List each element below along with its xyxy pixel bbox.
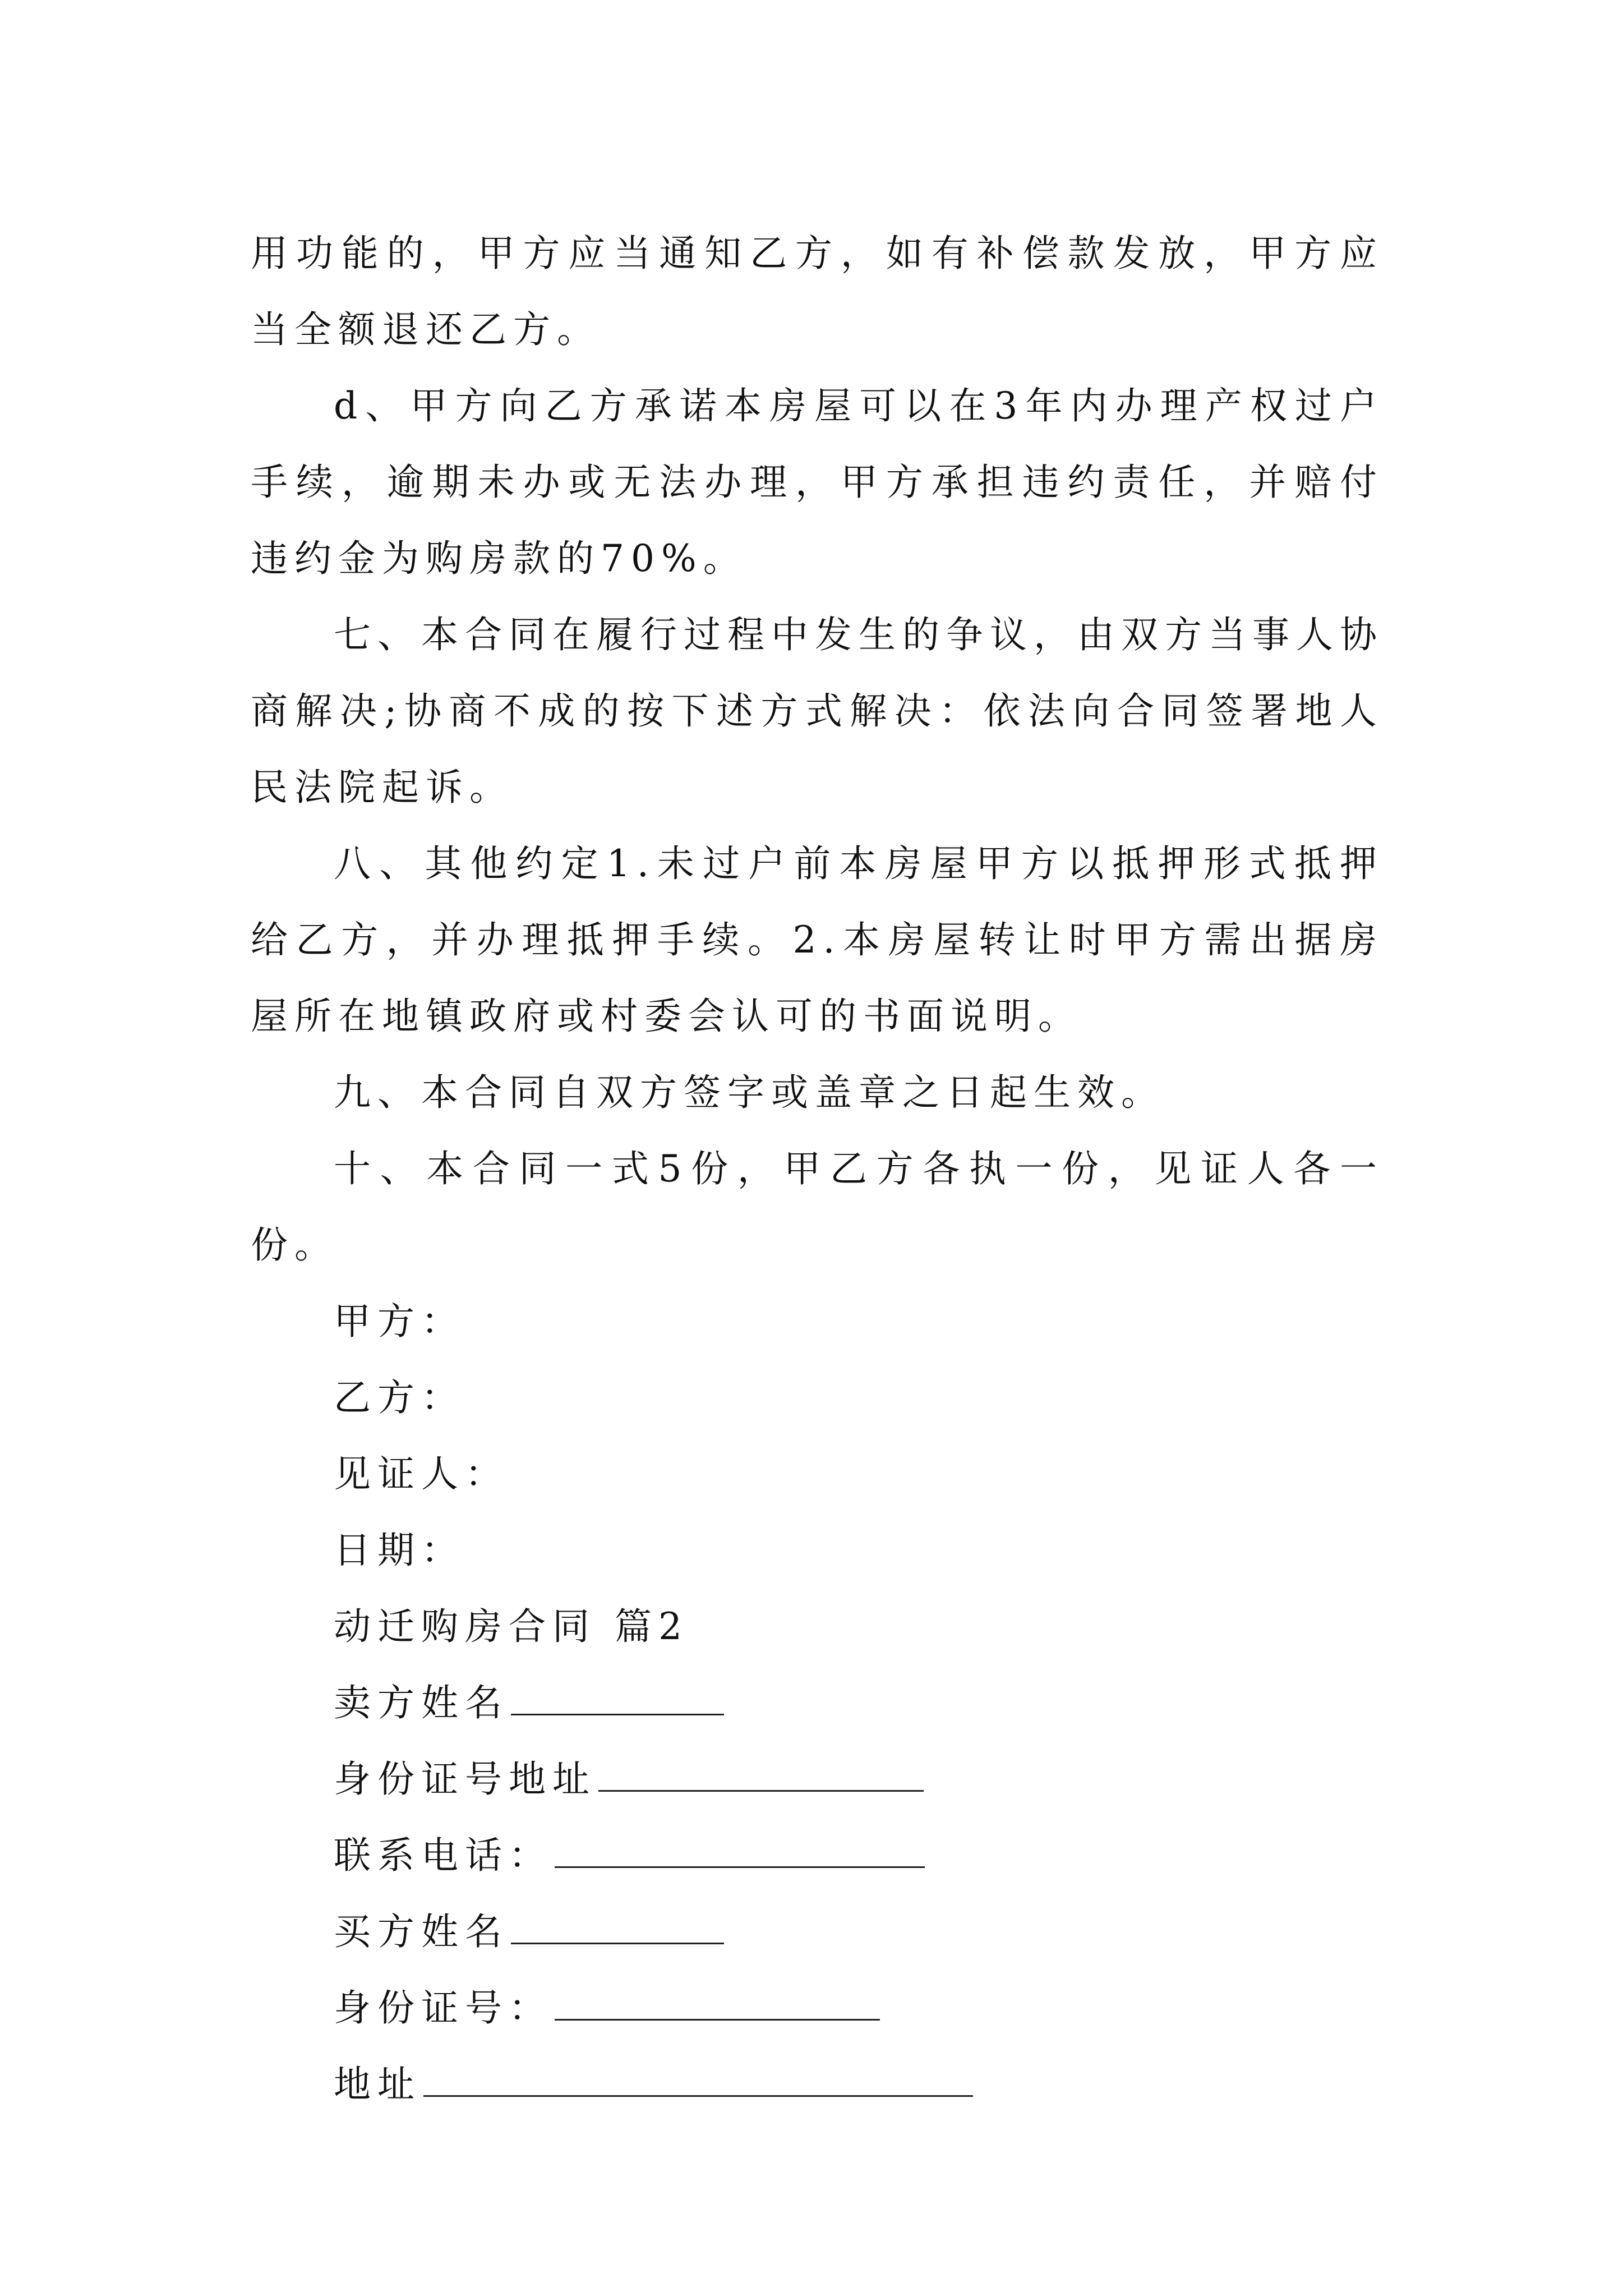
seller-name-field xyxy=(251,1665,1384,1741)
paragraph-clause-9: 九、本合同自双方签字或盖章之日起生效。 xyxy=(334,1071,1165,1114)
buyer-name-label: 买方姓名 xyxy=(334,1910,509,1953)
seller-name-blank[interactable] xyxy=(511,1682,724,1715)
witness-label: 见证人： xyxy=(334,1452,509,1496)
party-a-label: 甲方： xyxy=(334,1300,465,1343)
address-field xyxy=(251,2046,1384,2123)
buyer-name-blank[interactable] xyxy=(511,1911,724,1944)
paragraph-clause-10: 十、本合同一式5份，甲乙方各执一份，见证人各一份。 xyxy=(251,1147,1384,1267)
section-title: 动迁购房合同 篇2 xyxy=(334,1605,689,1648)
document-body xyxy=(251,215,1384,2123)
seller-name-label: 卖方姓名 xyxy=(334,1681,509,1724)
buyer-name-field xyxy=(251,1894,1384,1970)
id-address-field xyxy=(251,1741,1384,1818)
address-blank[interactable] xyxy=(423,2064,973,2097)
id-number-field xyxy=(251,1970,1384,2046)
id-number-blank[interactable] xyxy=(555,1987,880,2021)
date-label: 日期： xyxy=(334,1529,465,1572)
party-b-label: 乙方： xyxy=(334,1376,465,1419)
paragraph-clause-8: 八、其他约定1.未过户前本房屋甲方以抵押形式抵押给乙方，并办理抵押手续。2.本房屋转让时甲方需出据房屋所在地镇政府或村委会认可的书面说明。 xyxy=(251,842,1384,1038)
phone-label: 联系电话： xyxy=(334,1834,552,1877)
paragraph-clause-d: d、甲方向乙方承诺本房屋可以在3年内办理产权过户手续，逾期未办或无法办理，甲方承担违约责任，并赔付违约金为购房款的70%。 xyxy=(251,384,1384,580)
id-address-blank[interactable] xyxy=(598,1759,924,1792)
phone-field xyxy=(251,1818,1384,1894)
address-label: 地址 xyxy=(334,2063,421,2106)
paragraph-clause-7: 七、本合同在履行过程中发生的争议，由双方当事人协商解决;协商不成的按下述方式解决：依法向合同签署地人民法院起诉。 xyxy=(251,613,1384,809)
id-number-label: 身份证号： xyxy=(334,1986,552,2030)
paragraph-continuation: 用功能的，甲方应当通知乙方，如有补偿款发放，甲方应当全额退还乙方。 xyxy=(251,232,1384,351)
id-address-label: 身份证号地址 xyxy=(334,1757,596,1801)
phone-blank[interactable] xyxy=(555,1835,925,1868)
